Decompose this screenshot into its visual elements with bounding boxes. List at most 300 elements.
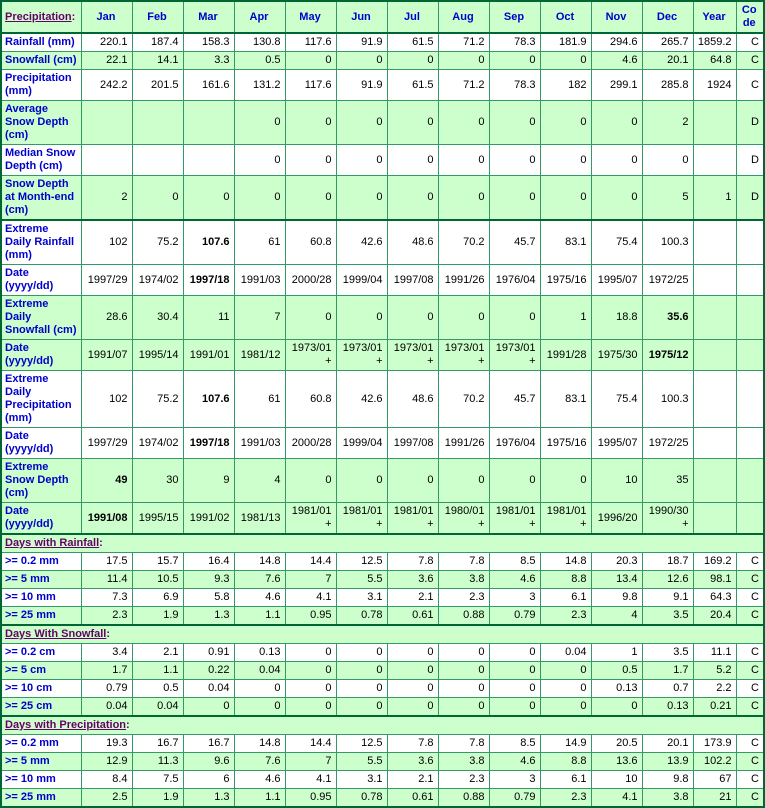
data-cell [81, 101, 132, 145]
data-cell: 1991/26 [438, 428, 489, 459]
data-cell: 7 [285, 753, 336, 771]
data-cell: 75.4 [591, 371, 642, 428]
data-cell: 0.22 [183, 662, 234, 680]
data-cell: C [736, 571, 764, 589]
data-cell: 1991/03 [234, 428, 285, 459]
data-cell: 102.2 [693, 753, 736, 771]
data-cell: 7.8 [387, 553, 438, 571]
row-label: >= 25 cm [1, 698, 81, 717]
data-cell: 1995/14 [132, 340, 183, 371]
data-cell: 0 [336, 680, 387, 698]
data-cell: 2.1 [132, 644, 183, 662]
data-cell: 6.1 [540, 771, 591, 789]
data-cell: 0 [591, 698, 642, 717]
data-cell: 16.7 [183, 735, 234, 753]
data-cell: 1974/02 [132, 265, 183, 296]
data-cell: 1972/25 [642, 265, 693, 296]
data-cell: 0.79 [81, 680, 132, 698]
data-cell: 14.8 [540, 553, 591, 571]
data-cell: 3.4 [81, 644, 132, 662]
data-cell: 0.91 [183, 644, 234, 662]
table-row [1, 459, 764, 503]
data-cell: C [736, 553, 764, 571]
data-cell: 12.6 [642, 571, 693, 589]
corner-header-precipitation-link[interactable]: Precipitation: [1, 1, 81, 33]
data-cell: 1997/29 [81, 265, 132, 296]
data-cell: 169.2 [693, 553, 736, 571]
data-cell: 7.6 [234, 753, 285, 771]
data-cell: 8.4 [81, 771, 132, 789]
data-cell: 2.2 [693, 680, 736, 698]
data-cell: 0.5 [234, 52, 285, 70]
data-cell: 20.4 [693, 607, 736, 626]
data-cell: 3.8 [642, 789, 693, 808]
data-cell: 3.1 [336, 771, 387, 789]
data-cell: 3 [489, 589, 540, 607]
data-cell: 75.2 [132, 220, 183, 265]
data-cell: 9.3 [183, 571, 234, 589]
data-cell: 2.1 [387, 771, 438, 789]
data-cell: 0.95 [285, 607, 336, 626]
data-cell: 0 [540, 101, 591, 145]
data-cell: 2.3 [438, 771, 489, 789]
data-cell: 61.5 [387, 70, 438, 101]
data-cell: 242.2 [81, 70, 132, 101]
data-cell: 0 [285, 459, 336, 503]
data-cell: 13.6 [591, 753, 642, 771]
data-cell: 1976/04 [489, 428, 540, 459]
data-cell: 0 [285, 296, 336, 340]
section-header-row [1, 534, 764, 553]
row-label: Average Snow Depth (cm) [1, 101, 81, 145]
data-cell: 1991/08 [81, 503, 132, 535]
data-cell: 0 [489, 644, 540, 662]
data-cell: 11.3 [132, 753, 183, 771]
table-row [1, 340, 764, 371]
data-cell: 0 [285, 145, 336, 176]
data-cell: 1997/18 [183, 265, 234, 296]
data-cell: D [736, 145, 764, 176]
data-cell: 3.3 [183, 52, 234, 70]
link-text: Precipitation [5, 10, 72, 23]
data-cell: 1999/04 [336, 265, 387, 296]
row-label: Rainfall (mm) [1, 33, 81, 52]
row-label: >= 10 mm [1, 771, 81, 789]
data-cell: 48.6 [387, 371, 438, 428]
data-cell: 1.9 [132, 789, 183, 808]
data-cell: 285.8 [642, 70, 693, 101]
data-cell: 61 [234, 371, 285, 428]
row-label: >= 25 mm [1, 607, 81, 626]
data-cell: 83.1 [540, 371, 591, 428]
data-cell: 1991/01 [183, 340, 234, 371]
data-cell: 48.6 [387, 220, 438, 265]
data-cell: 0 [540, 459, 591, 503]
data-cell: 1975/12 [642, 340, 693, 371]
data-cell: 0 [387, 176, 438, 221]
data-cell: 0 [387, 145, 438, 176]
data-cell: 0 [285, 101, 336, 145]
link-text: Days With Snowfall [5, 628, 107, 640]
column-header-sep: Sep [489, 1, 540, 33]
data-cell: C [736, 789, 764, 808]
data-cell: 61.5 [387, 33, 438, 52]
data-cell: 75.2 [132, 371, 183, 428]
data-cell: 64.3 [693, 589, 736, 607]
data-cell: 2 [81, 176, 132, 221]
data-cell: 42.6 [336, 371, 387, 428]
data-cell: 1991/02 [183, 503, 234, 535]
data-cell: 1.1 [132, 662, 183, 680]
column-header-nov: Nov [591, 1, 642, 33]
row-label: Extreme Daily Rainfall (mm) [1, 220, 81, 265]
data-cell: 0 [285, 680, 336, 698]
column-header-mar: Mar [183, 1, 234, 33]
data-cell: 0.21 [693, 698, 736, 717]
data-cell [693, 503, 736, 535]
data-cell: 1972/25 [642, 428, 693, 459]
data-cell: 294.6 [591, 33, 642, 52]
data-cell: 1995/15 [132, 503, 183, 535]
data-cell: 7 [234, 296, 285, 340]
data-cell: 158.3 [183, 33, 234, 52]
row-label: Extreme Snow Depth (cm) [1, 459, 81, 503]
table-row [1, 771, 764, 789]
data-cell: 7.6 [234, 571, 285, 589]
data-cell: 1.3 [183, 789, 234, 808]
data-cell: C [736, 735, 764, 753]
table-row [1, 503, 764, 535]
data-cell: 9 [183, 459, 234, 503]
data-cell: C [736, 70, 764, 101]
data-cell: 1975/30 [591, 340, 642, 371]
data-cell [736, 265, 764, 296]
data-cell: 13.4 [591, 571, 642, 589]
data-cell: 0 [234, 698, 285, 717]
table-row [1, 70, 764, 101]
data-cell: 0 [387, 662, 438, 680]
data-cell: 0.13 [642, 698, 693, 717]
data-cell: 0.61 [387, 789, 438, 808]
data-cell: 78.3 [489, 70, 540, 101]
data-cell: 0 [489, 662, 540, 680]
data-cell: 0 [591, 176, 642, 221]
data-cell: 161.6 [183, 70, 234, 101]
data-cell [183, 145, 234, 176]
data-cell: 1991/07 [81, 340, 132, 371]
section-title-link[interactable]: Days with Rainfall: [1, 534, 764, 553]
table-row [1, 428, 764, 459]
data-cell: C [736, 589, 764, 607]
data-cell: 4 [234, 459, 285, 503]
data-cell: 0.79 [489, 789, 540, 808]
data-cell: 0 [438, 680, 489, 698]
data-cell: 1973/01+ [387, 340, 438, 371]
data-cell: 20.1 [642, 52, 693, 70]
data-cell: C [736, 52, 764, 70]
data-cell: 30.4 [132, 296, 183, 340]
data-cell: 1981/01+ [387, 503, 438, 535]
data-cell: 42.6 [336, 220, 387, 265]
data-cell: 12.9 [81, 753, 132, 771]
table-row [1, 789, 764, 808]
data-cell [693, 296, 736, 340]
column-header-feb: Feb [132, 1, 183, 33]
data-cell: 299.1 [591, 70, 642, 101]
column-header-dec: Dec [642, 1, 693, 33]
data-cell: 1995/07 [591, 265, 642, 296]
data-cell: 107.6 [183, 371, 234, 428]
data-cell: 7.3 [81, 589, 132, 607]
data-cell: 60.8 [285, 371, 336, 428]
data-cell: 0 [438, 662, 489, 680]
data-cell: 102 [81, 220, 132, 265]
data-cell: 11 [183, 296, 234, 340]
data-cell: 1924 [693, 70, 736, 101]
link-text: Days with Rainfall [5, 537, 100, 549]
data-cell: 2.3 [438, 589, 489, 607]
column-header-year: Year [693, 1, 736, 33]
climate-table-body [1, 33, 764, 807]
row-label: >= 0.2 cm [1, 644, 81, 662]
data-cell [693, 265, 736, 296]
data-cell: 3.1 [336, 589, 387, 607]
data-cell: 3.6 [387, 571, 438, 589]
data-cell: 9.6 [183, 753, 234, 771]
data-cell: 0 [489, 459, 540, 503]
data-cell: 1976/04 [489, 265, 540, 296]
section-header-row [1, 716, 764, 735]
data-cell: 2.3 [540, 789, 591, 808]
data-cell [693, 145, 736, 176]
data-cell: 1997/18 [183, 428, 234, 459]
data-cell: 3.8 [438, 571, 489, 589]
data-cell: 1.7 [642, 662, 693, 680]
data-cell: 13.9 [642, 753, 693, 771]
column-header-aug: Aug [438, 1, 489, 33]
data-cell [693, 459, 736, 503]
row-label: Date (yyyy/dd) [1, 503, 81, 535]
data-cell: 0 [183, 176, 234, 221]
data-cell: 64.8 [693, 52, 736, 70]
data-cell: 6.1 [540, 589, 591, 607]
data-cell: 75.4 [591, 220, 642, 265]
data-cell: 20.3 [591, 553, 642, 571]
data-cell: 0 [540, 176, 591, 221]
data-cell: 12.5 [336, 735, 387, 753]
data-cell: 1996/20 [591, 503, 642, 535]
column-header-may: May [285, 1, 336, 33]
data-cell: 0 [489, 698, 540, 717]
column-header-jun: Jun [336, 1, 387, 33]
section-title-link[interactable]: Days with Precipitation: [1, 716, 764, 735]
data-cell: 117.6 [285, 33, 336, 52]
data-cell: 0 [285, 698, 336, 717]
data-cell: 2000/28 [285, 265, 336, 296]
data-cell: 61 [234, 220, 285, 265]
data-cell: 0 [438, 101, 489, 145]
data-cell: 4.6 [234, 589, 285, 607]
data-cell: 18.8 [591, 296, 642, 340]
data-cell: 0.04 [234, 662, 285, 680]
table-row [1, 296, 764, 340]
data-cell: 4.6 [234, 771, 285, 789]
table-row [1, 753, 764, 771]
data-cell [81, 145, 132, 176]
data-cell: 49 [81, 459, 132, 503]
data-cell: 21 [693, 789, 736, 808]
data-cell: 187.4 [132, 33, 183, 52]
data-cell: 0 [132, 176, 183, 221]
data-cell: 45.7 [489, 371, 540, 428]
data-cell: 0 [438, 176, 489, 221]
data-cell: 3 [489, 771, 540, 789]
data-cell: 0 [336, 176, 387, 221]
data-cell: 0 [336, 459, 387, 503]
data-cell: 7.8 [387, 735, 438, 753]
data-cell: 35 [642, 459, 693, 503]
data-cell: 12.5 [336, 553, 387, 571]
data-cell: 0 [336, 52, 387, 70]
data-cell: 0.04 [132, 698, 183, 717]
table-row [1, 176, 764, 221]
data-cell: 1 [693, 176, 736, 221]
row-label: Snowfall (cm) [1, 52, 81, 70]
data-cell [693, 220, 736, 265]
data-cell: C [736, 662, 764, 680]
data-cell: 0 [336, 644, 387, 662]
table-row [1, 680, 764, 698]
data-cell: 4 [591, 607, 642, 626]
data-cell: 0 [438, 644, 489, 662]
data-cell: 1981/01+ [489, 503, 540, 535]
column-header-oct: Oct [540, 1, 591, 33]
data-cell: 1997/29 [81, 428, 132, 459]
data-cell: 4.1 [285, 589, 336, 607]
data-cell: 30 [132, 459, 183, 503]
data-cell: 18.7 [642, 553, 693, 571]
data-cell: 0 [489, 176, 540, 221]
data-cell: 10 [591, 771, 642, 789]
table-row [1, 371, 764, 428]
data-cell: 4.6 [591, 52, 642, 70]
data-cell: 0 [438, 459, 489, 503]
data-cell: 6.9 [132, 589, 183, 607]
data-cell: 7.8 [438, 553, 489, 571]
row-label: >= 0.2 mm [1, 553, 81, 571]
data-cell: 8.8 [540, 571, 591, 589]
data-cell [736, 371, 764, 428]
data-cell: 102 [81, 371, 132, 428]
data-cell: 5.8 [183, 589, 234, 607]
data-cell: 0 [285, 52, 336, 70]
data-cell: 0 [336, 296, 387, 340]
data-cell: 0 [387, 296, 438, 340]
data-cell: 0 [540, 680, 591, 698]
data-cell: 2.1 [387, 589, 438, 607]
data-cell: 0 [285, 662, 336, 680]
data-cell: 0 [489, 680, 540, 698]
data-cell: 0 [642, 145, 693, 176]
data-cell: 9.8 [642, 771, 693, 789]
data-cell: C [736, 33, 764, 52]
row-label: >= 10 mm [1, 589, 81, 607]
data-cell: 1990/30+ [642, 503, 693, 535]
data-cell: 1.7 [81, 662, 132, 680]
row-label: >= 5 cm [1, 662, 81, 680]
link-text: Days with Precipitation [5, 719, 127, 731]
data-cell: 0 [234, 176, 285, 221]
data-cell: 130.8 [234, 33, 285, 52]
data-cell: 0 [234, 145, 285, 176]
section-title-link[interactable]: Days With Snowfall: [1, 625, 764, 644]
data-cell: 22.1 [81, 52, 132, 70]
data-cell: 2.5 [81, 789, 132, 808]
data-cell: 16.4 [183, 553, 234, 571]
table-row [1, 571, 764, 589]
data-cell: 1999/04 [336, 428, 387, 459]
data-cell: 0.5 [132, 680, 183, 698]
data-cell: 0 [489, 296, 540, 340]
data-cell: 71.2 [438, 70, 489, 101]
data-cell: 2000/28 [285, 428, 336, 459]
data-cell: 1 [591, 644, 642, 662]
data-cell: 17.5 [81, 553, 132, 571]
data-cell: 181.9 [540, 33, 591, 52]
data-cell: 9.1 [642, 589, 693, 607]
data-cell: 0 [387, 680, 438, 698]
data-cell [736, 340, 764, 371]
row-label: Extreme Daily Precipitation (mm) [1, 371, 81, 428]
data-cell: D [736, 176, 764, 221]
data-cell: 3.8 [438, 753, 489, 771]
row-label: >= 10 cm [1, 680, 81, 698]
row-label: Date (yyyy/dd) [1, 428, 81, 459]
data-cell: 1981/12 [234, 340, 285, 371]
data-cell: 220.1 [81, 33, 132, 52]
data-cell: 1981/01+ [540, 503, 591, 535]
data-cell: 35.6 [642, 296, 693, 340]
data-cell: 1.9 [132, 607, 183, 626]
table-row [1, 644, 764, 662]
data-cell: 3.5 [642, 607, 693, 626]
data-cell: 0 [387, 459, 438, 503]
data-cell: 7.8 [438, 735, 489, 753]
data-cell: 14.1 [132, 52, 183, 70]
data-cell: 0 [591, 101, 642, 145]
data-cell: 19.3 [81, 735, 132, 753]
data-cell: 2.3 [81, 607, 132, 626]
row-label: Extreme Daily Snowfall (cm) [1, 296, 81, 340]
data-cell: 1973/01+ [438, 340, 489, 371]
data-cell: 0 [183, 698, 234, 717]
data-cell: 0 [336, 662, 387, 680]
column-header-jan: Jan [81, 1, 132, 33]
data-cell: 1997/08 [387, 428, 438, 459]
data-cell: 20.1 [642, 735, 693, 753]
data-cell: 4.6 [489, 753, 540, 771]
data-cell: 4.1 [285, 771, 336, 789]
data-cell: C [736, 644, 764, 662]
data-cell: 0 [285, 644, 336, 662]
table-row [1, 589, 764, 607]
table-row [1, 662, 764, 680]
data-cell: 14.4 [285, 735, 336, 753]
data-cell: 0.78 [336, 789, 387, 808]
data-cell: C [736, 771, 764, 789]
data-cell: 1973/01+ [336, 340, 387, 371]
data-cell [736, 220, 764, 265]
